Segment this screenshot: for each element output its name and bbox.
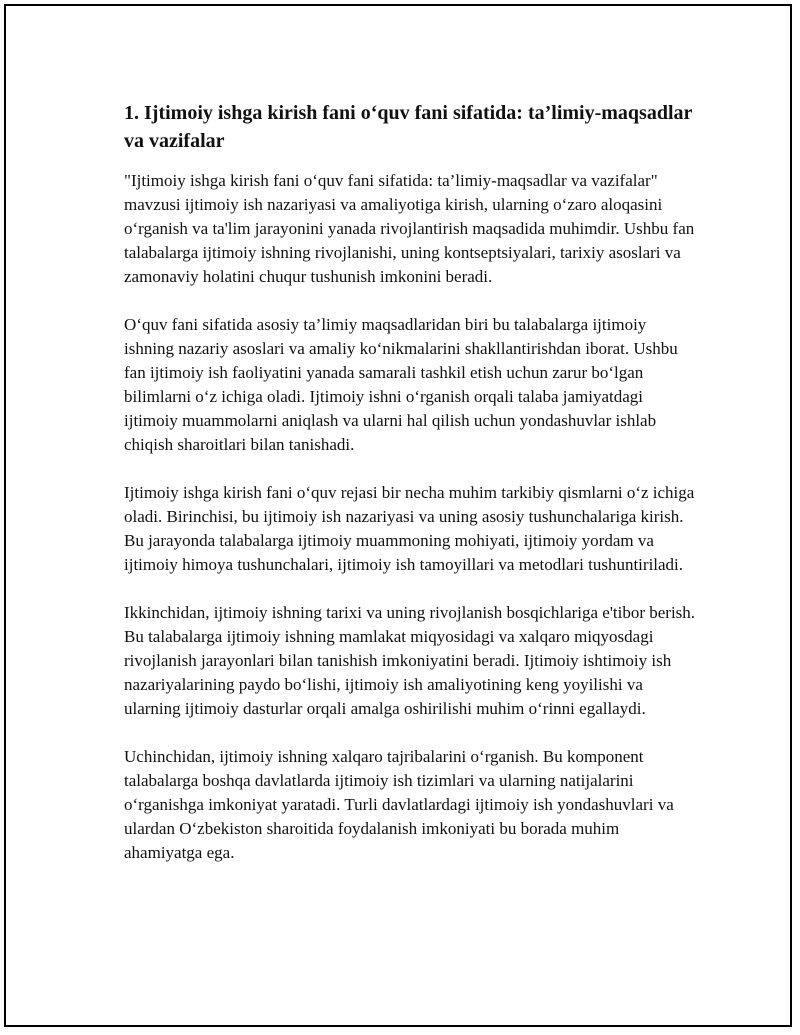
paragraph-international: Uchinchidan, ijtimoiy ishning xalqaro tajribalarini o‘rganish. Bu komponent talabalarga boshqa davlatlarda ijtimoiy ish tizimlari va ularning natijalarini o‘rganishga imkoniyat yaratadi. Turli davlatlardagi ijtimoiy ish yondashuvlari va ulardan O‘zbekiston sharoitida foydalanish imkoniyati bu borada muhim ahamiyatga ega.: [124, 747, 674, 862]
document-body: [124, 99, 698, 889]
paragraph-intro: "Ijtimoiy ishga kirish fani o‘quv fani sifatida: ta’limiy-maqsadlar va vazifalar" mavzusi ijtimoiy ish nazariyasi va amaliyotiga kirish, ularning o‘zaro aloqasini o‘rganish va ta'lim jarayonini yanada rivojlantirish maqsadida muhimdir. Ushbu fan talabalarga ijtimoiy ishning rivojlanishi, uning kontseptsiyalari, tarixiy asoslari va zamonaviy holatini chuqur tushunish imkonini beradi.: [124, 171, 695, 286]
paragraph-history: Ikkinchidan, ijtimoiy ishning tarixi va uning rivojlanish bosqichlariga e'tibor berish. Bu talabalarga ijtimoiy ishning mamlakat miqyosidagi va xalqaro miqyosdagi rivojlanish jarayonlari bilan tanishish imkoniyatini beradi. Ijtimoiy ishtimoiy ish nazariyalarining paydo bo‘lishi, ijtimoiy ish amaliyotining keng yoyilishi va ularning ijtimoiy dasturlar orqali amalga oshirilishi muhim o‘rinni egallaydi.: [124, 603, 696, 718]
paragraph-curriculum: Ijtimoiy ishga kirish fani o‘quv rejasi bir necha muhim tarkibiy qismlarni o‘z ichiga oladi. Birinchisi, bu ijtimoiy ish nazariyasi va uning asosiy tushunchalariga kirish. Bu jarayonda talabalarga ijtimoiy muammoning mohiyati, ijtimoiy yordam va ijtimoiy himoya tushunchalari, ijtimoiy ish tamoyillari va metodlari tushuntiriladi.: [124, 483, 695, 574]
section-heading: 1. Ijtimoiy ishga kirish fani o‘quv fani sifatida: ta’limiy-maqsadlar va vazifalar: [124, 102, 693, 152]
page-frame: [4, 4, 792, 1027]
paragraph-goals: O‘quv fani sifatida asosiy ta’limiy maqsadlaridan biri bu talabalarga ijtimoiy ishning nazariy asoslari va amaliy ko‘nikmalarini shakllantirishdan iborat. Ushbu fan ijtimoiy ish faoliyatini yanada samarali tashkil etish uchun zarur bo‘lgan bilimlarni o‘z ichiga oladi. Ijtimoiy ishni o‘rganish orqali talaba jamiyatdagi ijtimoiy muammolarni aniqlash va ularni hal qilish uchun yondashuvlar ishlab chiqish sharoitlari bilan tanishadi.: [124, 315, 678, 454]
